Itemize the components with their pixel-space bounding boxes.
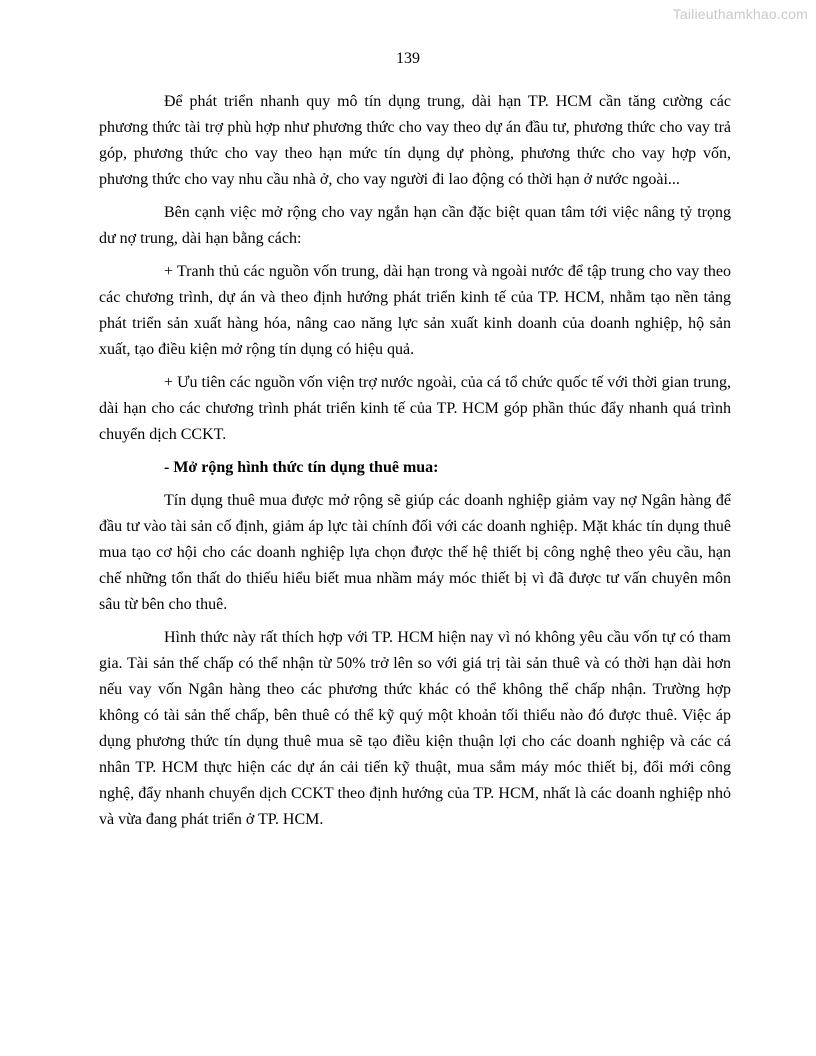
document-body — [99, 89, 731, 840]
section-heading-leasing: - Mở rộng hình thức tín dụng thuê mua: — [164, 459, 439, 476]
bullet-foreign-aid: + Ưu tiên các nguồn vốn viện trợ nước ngoài, của cá tổ chức quốc tế với thời gian trung, dài hạn cho các chương trình phát triển kinh tế của TP. HCM góp phần thúc đẩy nhanh quá trình chuyển dịch CCKT. — [99, 374, 731, 443]
paragraph-leasing-suitability: Hình thức này rất thích hợp với TP. HCM hiện nay vì nó không yêu cầu vốn tự có tham gia. Tài sản thế chấp có thể nhận từ 50% trở lên so với giá trị tài sản thuê và có thời hạn dài hơn nếu vay vốn Ngân hàng theo các phương thức khác có thể không thể chấp nhận. Trường hợp không có tài sản thế chấp, bên thuê có thể kỹ quý một khoản tối thiểu nào đó được thuê. Việc áp dụng phương thức tín dụng thuê mua sẽ tạo điều kiện thuận lợi cho các doanh nghiệp và các cá nhân TP. HCM thực hiện các dự án cải tiến kỹ thuật, mua sắm máy móc thiết bị, đổi mới công nghệ, đẩy nhanh chuyển dịch CCKT theo định hướng của TP. HCM, nhất là các doanh nghiệp nhỏ và vừa đang phát triển ở TP. HCM. — [99, 629, 731, 828]
paragraph-credit-methods: Để phát triển nhanh quy mô tín dụng trung, dài hạn TP. HCM cần tăng cường các phương thức tài trợ phù hợp như phương thức cho vay theo dự án đầu tư, phương thức cho vay trả góp, phương thức cho vay theo hạn mức tín dụng dự phòng, phương thức cho vay hợp vốn, phương thức cho vay nhu cầu nhà ở, cho vay người đi lao động có thời hạn ở nước ngoài... — [99, 93, 731, 188]
paragraph-leasing-benefits: Tín dụng thuê mua được mở rộng sẽ giúp các doanh nghiệp giảm vay nợ Ngân hàng để đầu tư vào tài sản cố định, giảm áp lực tài chính đối với các doanh nghiệp. Mặt khác tín dụng thuê mua tạo cơ hội cho các doanh nghiệp lựa chọn được thế hệ thiết bị công nghệ theo yêu cầu, hạn chế những tổn thất do thiếu hiểu biết mua nhầm máy móc thiết bị vì đã được tư vấn chuyên môn sâu từ bên cho thuê. — [99, 492, 731, 613]
bullet-capital-sources: + Tranh thủ các nguồn vốn trung, dài hạn trong và ngoài nước để tập trung cho vay theo các chương trình, dự án và theo định hướng phát triển kinh tế của TP. HCM, nhằm tạo nền tảng phát triển sản xuất hàng hóa, nâng cao năng lực sản xuất kinh doanh của doanh nghiệp, hộ sản xuất, tạo điều kiện mở rộng tín dụng có hiệu quả. — [99, 263, 731, 358]
page-number: 139 — [396, 50, 420, 67]
paragraph-long-term-ratio: Bên cạnh việc mở rộng cho vay ngắn hạn cần đặc biệt quan tâm tới việc nâng tỷ trọng dư nợ trung, dài hạn bằng cách: — [99, 204, 731, 247]
watermark: Tailieuthamkhao.com — [672, 6, 808, 22]
